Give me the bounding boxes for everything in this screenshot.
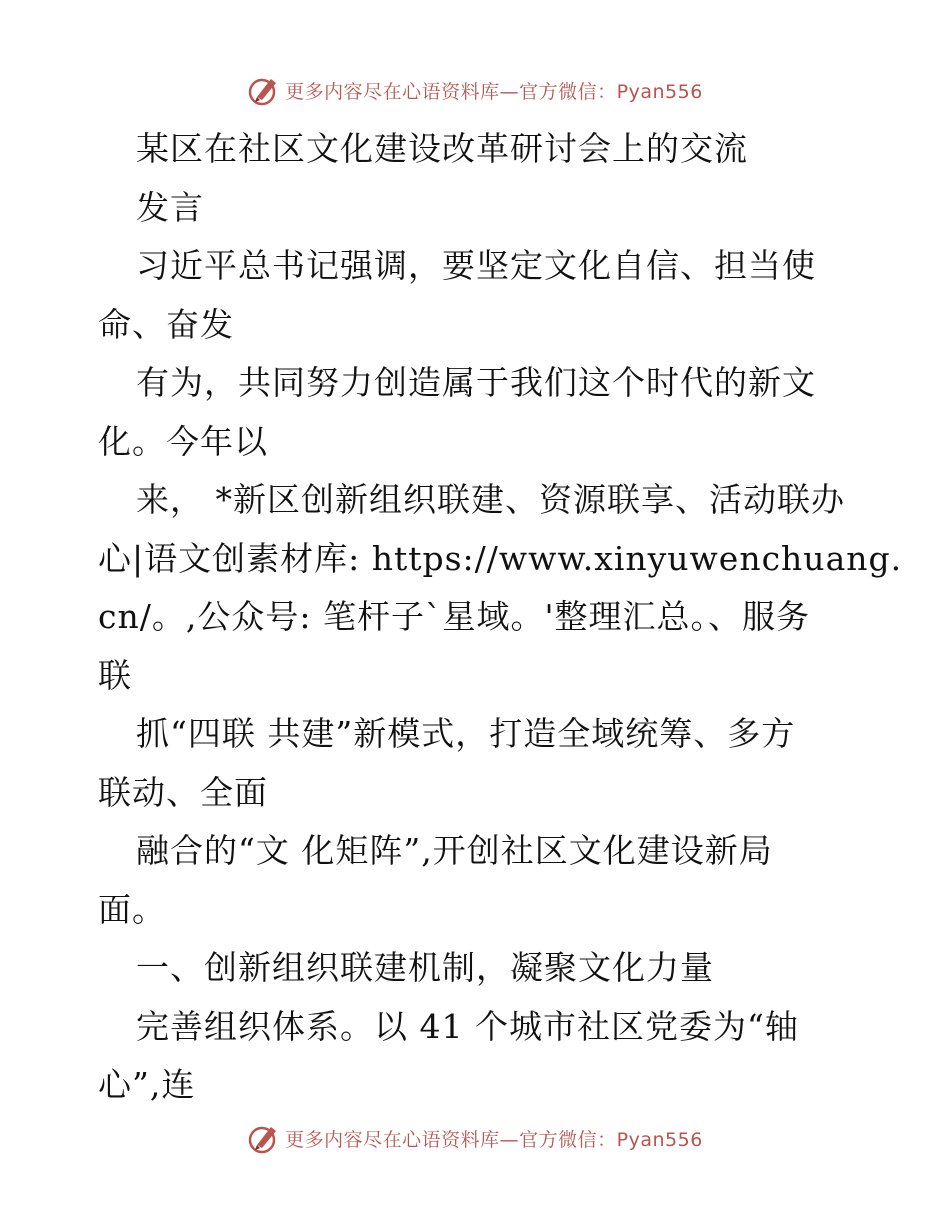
text-line: 面。: [98, 889, 166, 929]
text-line: 某区在社区文化建设改革研讨会上的交流: [136, 129, 748, 168]
text-line: 习近平总书记强调，要坚定文化自信、担当使: [136, 246, 816, 285]
banner-text: 更多内容尽在心语资料库—官方微信：Pyan556: [285, 1128, 703, 1151]
text-line: 抓“四联 共建”新模式，打造全域统筹、多方: [136, 714, 796, 753]
footer-banner: [0, 1118, 950, 1158]
document-body: [98, 120, 903, 1115]
text-line: 联: [98, 655, 132, 695]
pen-logo-icon: [247, 73, 281, 107]
text-line: cn/。,公众号: 笔杆子`星域。'整理汇总。、服务: [98, 597, 811, 636]
text-line: 联动、全面: [98, 772, 268, 812]
header-banner: [0, 70, 950, 110]
text-line: 心|语文创素材库: https://www.xinyuwenchuang.: [98, 538, 903, 578]
text-line: 一、创新组织联建机制，凝聚文化力量: [136, 948, 714, 987]
text-line: 命、奋发: [98, 304, 234, 344]
text-line: 发言: [136, 187, 204, 227]
pen-logo-icon: [247, 1121, 281, 1155]
banner-text: 更多内容尽在心语资料库—官方微信：Pyan556: [285, 80, 703, 103]
text-line: 来， *新区创新组织联建、资源联享、活动联办: [136, 480, 845, 519]
text-line: 心”,连: [98, 1065, 196, 1104]
text-line: 化。今年以: [98, 421, 268, 461]
text-line: 融合的“文 化矩阵”,开创社区文化建设新局: [136, 831, 773, 870]
text-line: 有为，共同努力创造属于我们这个时代的新文: [136, 363, 816, 402]
text-line: 完善组织体系。以 41 个城市社区党委为“轴: [136, 1006, 799, 1046]
